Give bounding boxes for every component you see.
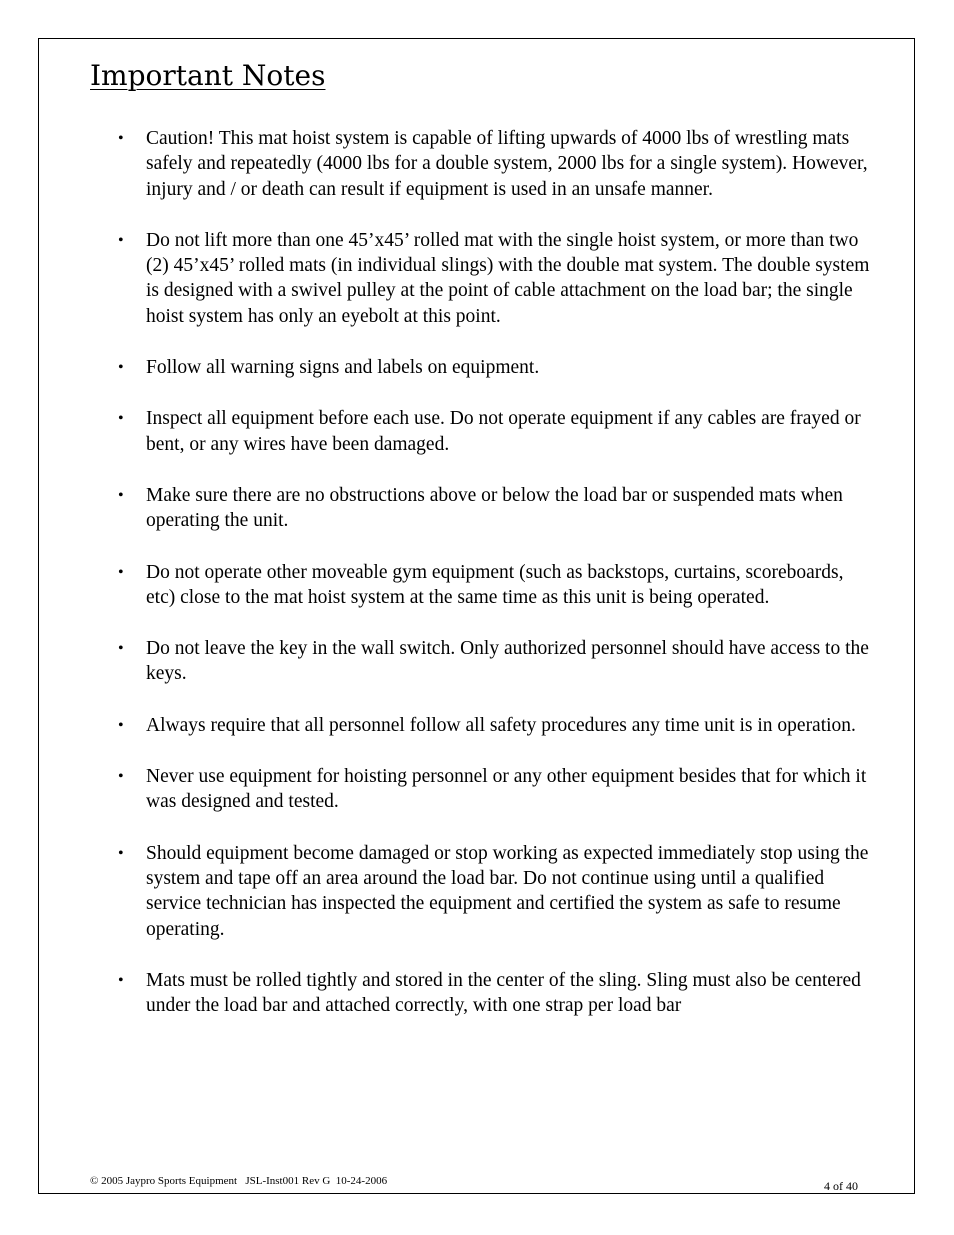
note-item	[118, 483, 870, 534]
note-text: Never use equipment for hoisting personnel or any other equipment besides that for which it was designed and tested.	[146, 766, 867, 813]
bullet-icon: •	[118, 844, 124, 862]
bullet-icon: •	[118, 563, 124, 581]
bullet-icon: •	[118, 716, 124, 734]
bullet-icon: •	[118, 410, 124, 428]
note-item	[118, 764, 870, 815]
page-title: Important Notes	[90, 59, 326, 92]
note-item	[118, 228, 870, 329]
bullet-icon: •	[118, 640, 124, 658]
note-text: Make sure there are no obstructions above or below the load bar or suspended mats when operating the unit.	[146, 484, 843, 532]
notes-list	[118, 126, 870, 1044]
note-item	[118, 126, 870, 202]
note-text: Always require that all personnel follow all safety procedures any time unit is in operation.	[146, 714, 856, 736]
note-item	[118, 355, 870, 380]
note-text: Do not leave the key in the wall switch. Only authorized personnel should have access to the keys.	[146, 638, 869, 685]
note-text: Do not lift more than one 45’x45’ rolled mat with the single hoist system, or more than two (2) 45’x45’ rolled mats (in individual slings) with the double mat system. The double system is designed with a swivel pulley at the point of cable attachment on the load bar; the single hoist system has only an eyebolt at this point.	[146, 229, 870, 327]
note-text: Follow all warning signs and labels on equipment.	[146, 357, 540, 379]
bullet-icon: •	[118, 768, 124, 786]
note-item	[118, 968, 870, 1019]
bullet-icon: •	[118, 231, 124, 249]
bullet-icon: •	[118, 486, 124, 504]
bullet-icon: •	[118, 359, 124, 377]
note-item	[118, 713, 870, 738]
bullet-icon: •	[118, 130, 124, 147]
note-text: Do not operate other moveable gym equipment (such as backstops, curtains, scoreboards, etc) close to the mat hoist system at the same time as this unit is being operated.	[146, 561, 844, 608]
bullet-icon: •	[118, 971, 124, 989]
footer-copyright: © 2005 Jaypro Sports Equipment JSL-Inst001 Rev G 10-24-2006	[90, 1175, 388, 1187]
note-item	[118, 406, 870, 457]
footer-page-number: 4 of 40	[824, 1179, 858, 1193]
note-text: Should equipment become damaged or stop working as expected immediately stop using the system and tape off an area around the load bar. Do not continue using until a qualified service technician has inspected the equipment and certified the system as safe to resume operating.	[146, 842, 869, 940]
note-text: Caution! This mat hoist system is capable of lifting upwards of 4000 lbs of wrestling mats safely and repeatedly (4000 lbs for a double system, 2000 lbs for a single system). However, injury and / or death can result if equipment is used in an unsafe manner.	[146, 128, 868, 200]
note-item	[118, 841, 870, 942]
note-text: Mats must be rolled tightly and stored in the center of the sling. Sling must also be centered under the load bar and attached correctly, with one strap per load bar	[146, 969, 861, 1017]
note-item	[118, 560, 870, 611]
note-text: Inspect all equipment before each use. Do not operate equipment if any cables are frayed or bent, or any wires have been damaged.	[146, 408, 861, 455]
note-item	[118, 636, 870, 687]
